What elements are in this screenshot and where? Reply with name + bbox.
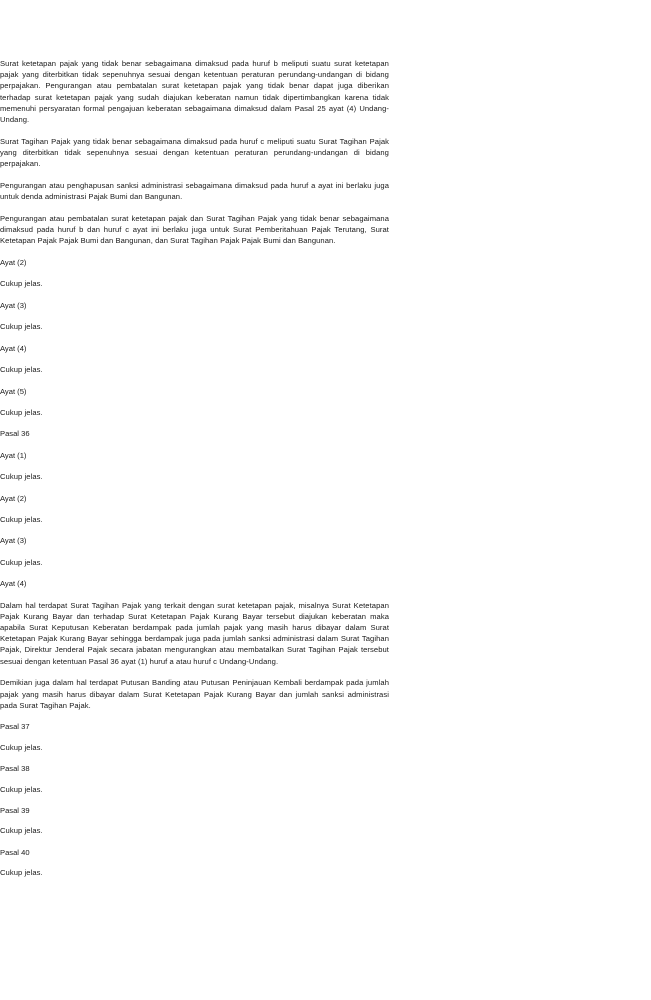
ayat-heading: Ayat (4) — [0, 343, 27, 353]
paragraph: Cukup jelas. — [0, 279, 43, 289]
ayat-heading: Ayat (5) — [0, 386, 27, 396]
pasal-heading: Pasal 40 — [0, 848, 30, 858]
paragraph: Dalam hal terdapat Surat Tagihan Pajak yang terkait dengan surat ketetapan pajak, misalnya Surat Ketetapan Pajak Kurang Bayar dan terhadap Surat Ketetapan Pajak Kurang Bayar tersebut diajukan keberatan maka apabila Surat Keputusan Keberatan berdampak pada jumlah pajak yang masih harus dibayar dalam Surat Ketetapan Pajak Kurang Bayar sehingga berdampak juga pada jumlah sanksi administrasi dalam Surat Tagihan Pajak, Direktur Jenderal Pajak secara jabatan mengurangkan atau membatalkan Surat Tagihan Pajak tersebut sesuai dengan ketentuan Pasal 36 ayat (1) huruf a atau huruf c Undang-Undang. — [0, 600, 389, 666]
ayat-heading: Ayat (3) — [0, 536, 27, 546]
pasal-heading: Pasal 36 — [0, 429, 30, 439]
paragraph: Cukup jelas. — [0, 784, 43, 794]
ayat-heading: Ayat (2) — [0, 493, 27, 503]
paragraph: Cukup jelas. — [0, 826, 43, 836]
ayat-heading: Ayat (2) — [0, 257, 27, 267]
paragraph: Cukup jelas. — [0, 742, 43, 752]
ayat-heading: Ayat (3) — [0, 300, 27, 310]
paragraph: Demikian juga dalam hal terdapat Putusan Banding atau Putusan Peninjauan Kembali berdampak pada jumlah pajak yang masih harus dibayar dalam Surat Ketetapan Pajak Kurang Bayar dan jumlah sanksi administrasi pada Surat Tagihan Pajak. — [0, 678, 389, 710]
pasal-heading: Pasal 39 — [0, 806, 30, 816]
paragraph: Cukup jelas. — [0, 514, 43, 524]
pasal-heading: Pasal 38 — [0, 764, 30, 774]
paragraph: Pengurangan atau pembatalan surat ketetapan pajak dan Surat Tagihan Pajak yang tidak benar sebagaimana dimaksud pada huruf b dan huruf c ayat ini berlaku juga untuk Surat Pemberitahuan Pajak Terutang, Surat Ketetapan Pajak Pajak Bumi dan Bangunan, dan Surat Tagihan Pajak Pajak Bumi dan Bangunan. — [0, 213, 389, 246]
paragraph: Cukup jelas. — [0, 868, 43, 878]
pasal-heading: Pasal 37 — [0, 722, 30, 732]
ayat-heading: Ayat (4) — [0, 579, 27, 589]
paragraph: Cukup jelas. — [0, 321, 43, 331]
paragraph: Cukup jelas. — [0, 364, 43, 374]
paragraph: Pengurangan atau penghapusan sanksi administrasi sebagaimana dimaksud pada huruf a ayat ini berlaku juga untuk denda administrasi Pajak Bumi dan Bangunan. — [0, 180, 389, 202]
paragraph: Surat ketetapan pajak yang tidak benar sebagaimana dimaksud pada huruf b meliputi suatu surat ketetapan pajak yang diterbitkan tidak sepenuhnya sesuai dengan ketentuan peraturan perundang-undangan di bidang perpajakan. Pengurangan atau pembatalan surat ketetapan pajak yang tidak benar dapat juga diberikan terhadap surat ketetapan pajak yang sudah diajukan keberatan namun tidak dipertimbangkan karena tidak memenuhi persyaratan formal pengajuan keberatan sebagaimana dimaksud dalam Pasal 25 ayat (4) Undang-Undang. — [0, 59, 389, 125]
paragraph: Surat Tagihan Pajak yang tidak benar sebagaimana dimaksud pada huruf c meliputi suatu Surat Tagihan Pajak yang diterbitkan tidak sepenuhnya sesuai dengan ketentuan peraturan perundang-undangan di bidang perpajakan. — [0, 136, 389, 169]
paragraph: Cukup jelas. — [0, 471, 43, 481]
ayat-heading: Ayat (1) — [0, 450, 27, 460]
paragraph: Cukup jelas. — [0, 557, 43, 567]
paragraph: Cukup jelas. — [0, 407, 43, 417]
